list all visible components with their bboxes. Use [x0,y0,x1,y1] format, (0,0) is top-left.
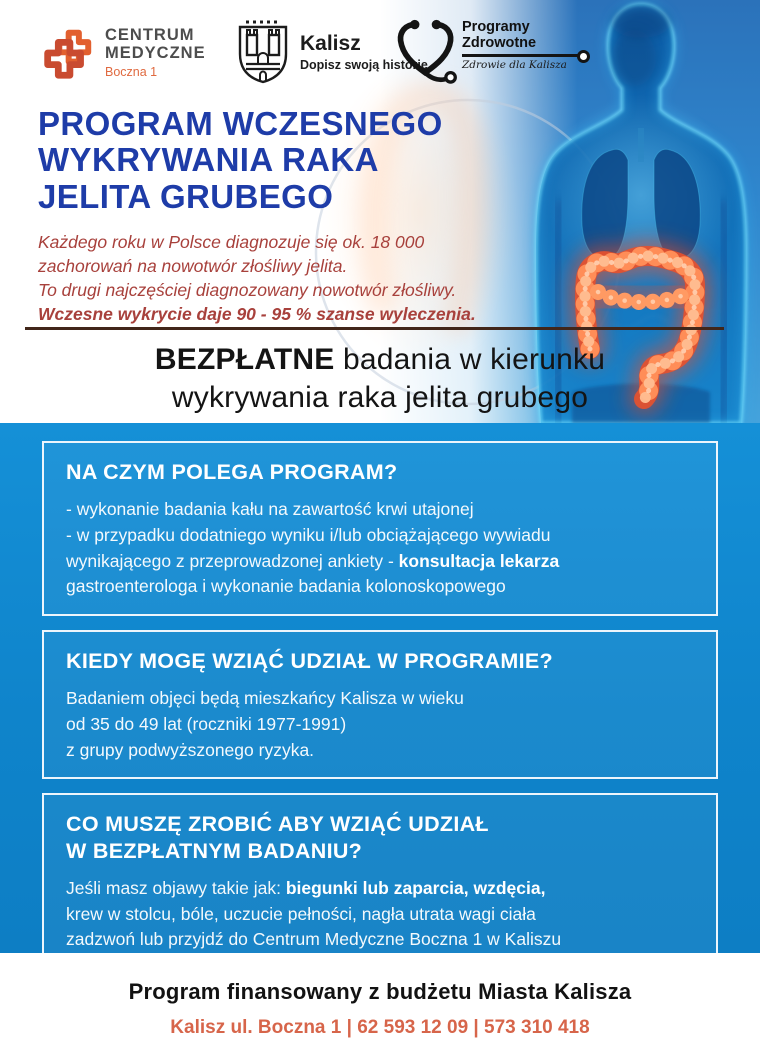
programy-zdrowotne-line2: Zdrowotne [462,35,537,52]
box1-line1: - wykonanie badania kału na zawartość krwi utajonej [66,499,474,520]
box3-line2: krew w stolcu, bóle, uczucie pełności, nagła utrata wagi ciała [66,903,536,924]
centrum-medyczne-cross-icon [38,22,96,84]
centrum-medyczne-name-line1: CENTRUM [105,25,195,44]
box1-line2: - w przypadku dodatniego wyniku i/lub obciążającego wywiadu [66,524,551,545]
title-line1: PROGRAM WCZESNEGO [38,105,443,142]
kalisz-tagline: Dopisz swoją historię [300,58,428,73]
box2-line1: Badaniem objęci będą mieszkańcy Kalisza w wieku [66,688,464,709]
info-box-program [42,441,718,616]
divider-line [25,327,724,330]
kalisz-crest-icon [236,20,290,84]
box1-line4: gastroenterologa i wykonanie badania kolonoskopowego [66,576,506,597]
info-panel [0,423,760,953]
intro-line4-bold: Wczesne wykrycie daje 90 - 95 % szanse wyleczenia. [38,304,476,325]
header-logos [0,0,760,100]
box1-line3: wynikającego z przeprowadzonej ankiety - konsultacja lekarza [66,550,560,571]
info-box-eligibility [42,630,718,779]
subtitle-rest: badania w kierunku [334,343,606,376]
footer [0,953,760,1055]
box3-heading: CO MUSZĘ ZROBIĆ ABY WZIĄĆ UDZIAŁ W BEZPŁATNYM BADANIU? [66,812,489,863]
programy-zdrowotne-line1: Programy [462,19,530,35]
intro-statistics [38,230,476,327]
kalisz-name: Kalisz [300,31,361,55]
subtitle-free-screening [0,341,760,418]
contact-line: Kalisz ul. Boczna 1 | 62 593 12 09 | 573 310 418 [170,1017,590,1038]
centrum-medyczne-sub: Boczna 1 [105,65,158,80]
heart-stethoscope-icon [394,13,460,87]
logo-programy-zdrowotne [394,13,580,87]
centrum-medyczne-name-line2: MEDYCZNE [105,43,206,62]
title-line3: JELITA GRUBEGO [38,177,334,215]
box2-line3: z grupy podwyższonego ryzyka. [66,739,315,760]
page-title [38,106,443,215]
intro-line3: To drugi najczęściej diagnozowany nowotwór złośliwy. [38,280,457,301]
box2-line2: od 35 do 49 lat (roczniki 1977-1991) [66,714,347,735]
box3-line1: Jeśli masz objawy takie jak: biegunki lub zaparcia, wzdęcia, [66,877,546,898]
box2-heading: KIEDY MOGĘ WZIĄĆ UDZIAŁ W PROGRAMIE? [66,649,553,674]
programy-zdrowotne-tagline: Zdrowie dla Kalisza [462,59,567,72]
intro-line1: Każdego roku w Polsce diagnozuje się ok. 18 000 [38,232,425,252]
subtitle-bold: BEZPŁATNE [154,343,335,376]
box3-line3: zadzwoń lub przyjdź do Centrum Medyczne Boczna 1 w Kaliszu [66,929,562,950]
subtitle-line2: wykrywania raka jelita grubego [171,381,589,415]
box1-heading: NA CZYM POLEGA PROGRAM? [66,460,398,484]
stethoscope-tube-line [462,54,580,57]
title-line2: WYKRYWANIA RAKA [38,141,379,179]
financing-note: Program finansowany z budżetu Miasta Kalisza [128,979,632,1004]
logo-centrum-medyczne [38,22,206,84]
intro-line2: zachorowań na nowotwór złośliwy jelita. [38,256,348,277]
